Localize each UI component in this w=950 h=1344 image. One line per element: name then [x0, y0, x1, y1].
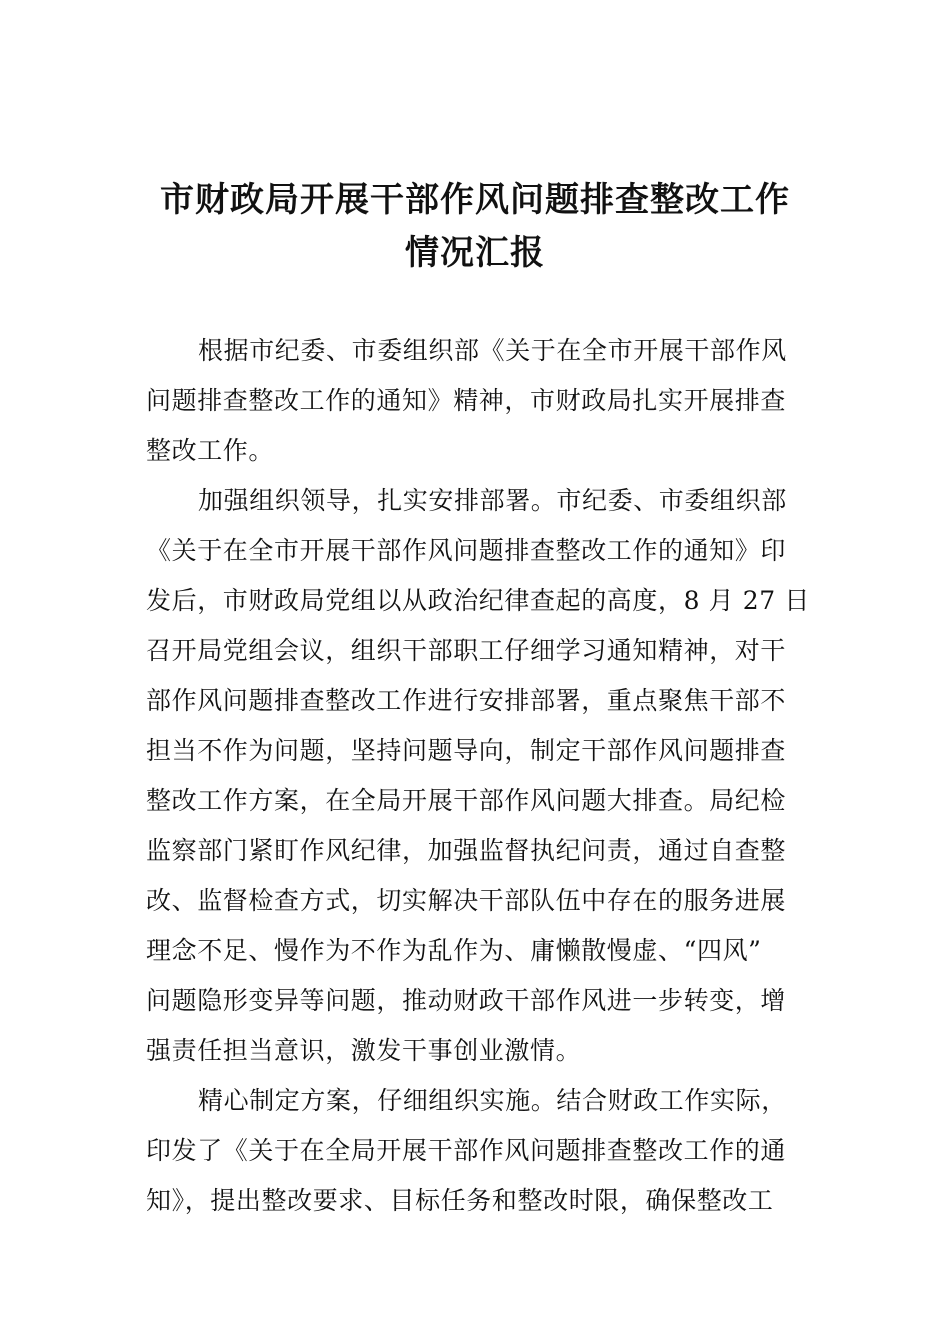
text-line: 印发了《关于在全局开展干部作风问题排查整改工作的通: [146, 1136, 787, 1165]
text-line: 问题排查整改工作的通知》精神，市财政局扎实开展排查: [146, 386, 787, 415]
title-line: 市财政局开展干部作风问题排查整改工作: [160, 180, 790, 220]
document-body: [146, 326, 808, 1226]
text-line: 问题隐形变异等问题，推动财政干部作风进一步转变，增: [146, 986, 787, 1015]
text-line: 召开局党组会议，组织干部职工仔细学习通知精神，对干: [146, 636, 787, 665]
text-line: 强责任担当意识，激发干事创业激情。: [146, 1036, 582, 1065]
text-line: 发后，市财政局党组以从政治纪律查起的高度，8 月 27 日: [146, 586, 810, 615]
text-line: 整改工作。: [146, 436, 275, 465]
text-line: 整改工作方案，在全局开展干部作风问题大排查。局纪检: [146, 786, 787, 815]
text-line: 根据市纪委、市委组织部《关于在全市开展干部作风: [198, 336, 787, 365]
paragraph-2: [146, 476, 808, 1076]
text-line: 精心制定方案，仔细组织实施。结合财政工作实际，: [198, 1086, 787, 1115]
document-title: [120, 174, 830, 280]
text-line: 监察部门紧盯作风纪律，加强监督执纪问责，通过自查整: [146, 836, 787, 865]
text-line: 部作风问题排查整改工作进行安排部署，重点聚焦干部不: [146, 686, 787, 715]
text-line: 担当不作为问题，坚持问题导向，制定干部作风问题排查: [146, 736, 787, 765]
text-line: 改、监督检查方式，切实解决干部队伍中存在的服务进展: [146, 886, 787, 915]
text-line: 知》，提出整改要求、目标任务和整改时限，确保整改工: [146, 1186, 774, 1215]
text-line: 加强组织领导，扎实安排部署。市纪委、市委组织部: [198, 486, 787, 515]
title-line: 情况汇报: [405, 233, 545, 273]
text-line: 理念不足、慢作为不作为乱作为、庸懒散慢虚、“四风”: [146, 936, 762, 965]
paragraph-1: [146, 326, 808, 476]
text-line: 《关于在全市开展干部作风问题排查整改工作的通知》印: [146, 536, 787, 565]
paragraph-3: [146, 1076, 808, 1226]
